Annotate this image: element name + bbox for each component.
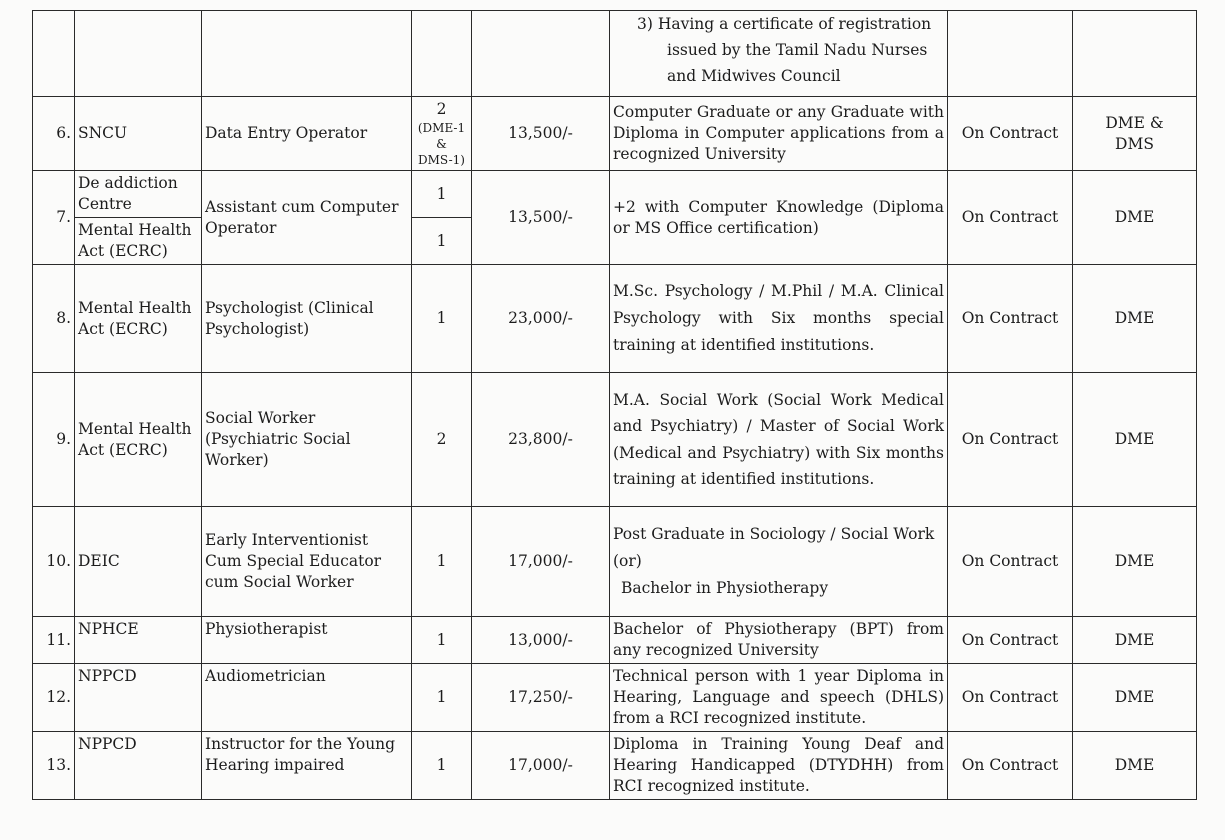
sno-cell: 6. xyxy=(33,97,75,171)
authority-cell: DME xyxy=(1073,265,1197,373)
qualification-option: Post Graduate in Sociology / Social Work xyxy=(613,525,935,543)
qualification-cell xyxy=(610,11,948,97)
pay-cell xyxy=(472,11,610,97)
post-cell: Assistant cum Computer Operator xyxy=(202,171,412,265)
pay-cell: 17,000/- xyxy=(472,507,610,617)
post-cell: Audiometrician xyxy=(202,664,412,732)
qualification-cell: Bachelor of Physiotherapy (BPT) from any recognized University xyxy=(610,617,948,664)
pay-cell: 13,500/- xyxy=(472,171,610,265)
mode-cell: On Contract xyxy=(948,265,1073,373)
pay-cell: 13,500/- xyxy=(472,97,610,171)
table-row xyxy=(33,664,1197,732)
mode-cell xyxy=(948,11,1073,97)
scheme-cell xyxy=(75,11,202,97)
count-split: DMS-1) xyxy=(418,153,465,167)
count-cell: 1 xyxy=(412,732,472,800)
pay-cell: 17,000/- xyxy=(472,732,610,800)
count-cell xyxy=(412,97,472,171)
scheme-cell: Mental Health Act (ECRC) xyxy=(75,373,202,507)
qualification-cell: Technical person with 1 year Diploma in Hearing, Language and speech (DHLS) from a RCI recognized institute. xyxy=(610,664,948,732)
scheme-cell: SNCU xyxy=(75,97,202,171)
count-cell: 1 xyxy=(412,265,472,373)
qualification-cell: M.A. Social Work (Social Work Medical and Psychiatry) / Master of Social Work (Medical and Psychiatry) with Six months training at identified institutions. xyxy=(610,373,948,507)
pay-cell: 23,800/- xyxy=(472,373,610,507)
mode-cell: On Contract xyxy=(948,373,1073,507)
table-row xyxy=(33,265,1197,373)
cert-line: and Midwives Council xyxy=(667,67,841,85)
count-cell: 1 xyxy=(412,218,472,265)
count-value: 2 xyxy=(436,100,447,118)
sno-cell: 13. xyxy=(33,732,75,800)
pay-cell: 23,000/- xyxy=(472,265,610,373)
table-row xyxy=(33,507,1197,617)
authority-cell: DME xyxy=(1073,171,1197,265)
table-row xyxy=(33,373,1197,507)
post-cell xyxy=(202,11,412,97)
post-cell: Data Entry Operator xyxy=(202,97,412,171)
table-row xyxy=(33,11,1197,97)
scheme-cell: Mental Health Act (ECRC) xyxy=(75,265,202,373)
qualification-cell: Diploma in Training Young Deaf and Hearing Handicapped (DTYDHH) from RCI recognized institute. xyxy=(610,732,948,800)
cert-line: 3) Having a certificate of registration xyxy=(637,15,932,33)
count-split: & xyxy=(436,137,447,151)
scheme-cell: NPHCE xyxy=(75,617,202,664)
sno-cell xyxy=(33,11,75,97)
mode-cell: On Contract xyxy=(948,97,1073,171)
scheme-cell: DEIC xyxy=(75,507,202,617)
sno-cell: 10. xyxy=(33,507,75,617)
mode-cell: On Contract xyxy=(948,507,1073,617)
table-row xyxy=(33,97,1197,171)
mode-cell: On Contract xyxy=(948,617,1073,664)
scheme-cell: NPPCD xyxy=(75,664,202,732)
table-row xyxy=(33,732,1197,800)
count-cell: 1 xyxy=(412,507,472,617)
count-cell: 1 xyxy=(412,171,472,218)
count-cell xyxy=(412,11,472,97)
pay-cell: 17,250/- xyxy=(472,664,610,732)
posts-table xyxy=(32,10,1197,800)
authority-cell xyxy=(1073,11,1197,97)
authority-cell: DME & DMS xyxy=(1073,97,1197,171)
qualification-cell: +2 with Computer Knowledge (Diploma or MS Office certification) xyxy=(610,171,948,265)
post-cell: Early Interventionist Cum Special Educator cum Social Worker xyxy=(202,507,412,617)
authority-cell: DME xyxy=(1073,664,1197,732)
sno-cell: 7. xyxy=(33,171,75,265)
sno-cell: 12. xyxy=(33,664,75,732)
post-cell: Social Worker (Psychiatric Social Worker) xyxy=(202,373,412,507)
qualification-option: Bachelor in Physiotherapy xyxy=(621,579,829,597)
mode-cell: On Contract xyxy=(948,732,1073,800)
post-cell: Psychologist (Clinical Psychologist) xyxy=(202,265,412,373)
qualification-cell: M.Sc. Psychology / M.Phil / M.A. Clinical Psychology with Six months special training at identified institutions. xyxy=(610,265,948,373)
mode-cell: On Contract xyxy=(948,664,1073,732)
count-cell: 1 xyxy=(412,664,472,732)
authority-cell: DME xyxy=(1073,373,1197,507)
post-cell: Instructor for the Young Hearing impaired xyxy=(202,732,412,800)
post-cell: Physiotherapist xyxy=(202,617,412,664)
sno-cell: 8. xyxy=(33,265,75,373)
qualification-cell: Computer Graduate or any Graduate with Diploma in Computer applications from a recognized University xyxy=(610,97,948,171)
table-row xyxy=(33,617,1197,664)
count-cell: 1 xyxy=(412,617,472,664)
certificate-item xyxy=(613,11,944,89)
authority-cell: DME xyxy=(1073,617,1197,664)
pay-cell: 13,000/- xyxy=(472,617,610,664)
sno-cell: 11. xyxy=(33,617,75,664)
cert-line: issued by the Tamil Nadu Nurses xyxy=(667,41,928,59)
count-cell: 2 xyxy=(412,373,472,507)
count-split: (DME-1 xyxy=(417,121,466,135)
qualification-or: (or) xyxy=(613,552,642,570)
scheme-cell: De addiction Centre xyxy=(75,171,202,218)
scheme-cell: NPPCD xyxy=(75,732,202,800)
authority-cell: DME xyxy=(1073,507,1197,617)
sno-cell: 9. xyxy=(33,373,75,507)
table-row xyxy=(33,171,1197,218)
scheme-cell: Mental Health Act (ECRC) xyxy=(75,218,202,265)
authority-cell: DME xyxy=(1073,732,1197,800)
mode-cell: On Contract xyxy=(948,171,1073,265)
qualification-cell xyxy=(610,507,948,617)
